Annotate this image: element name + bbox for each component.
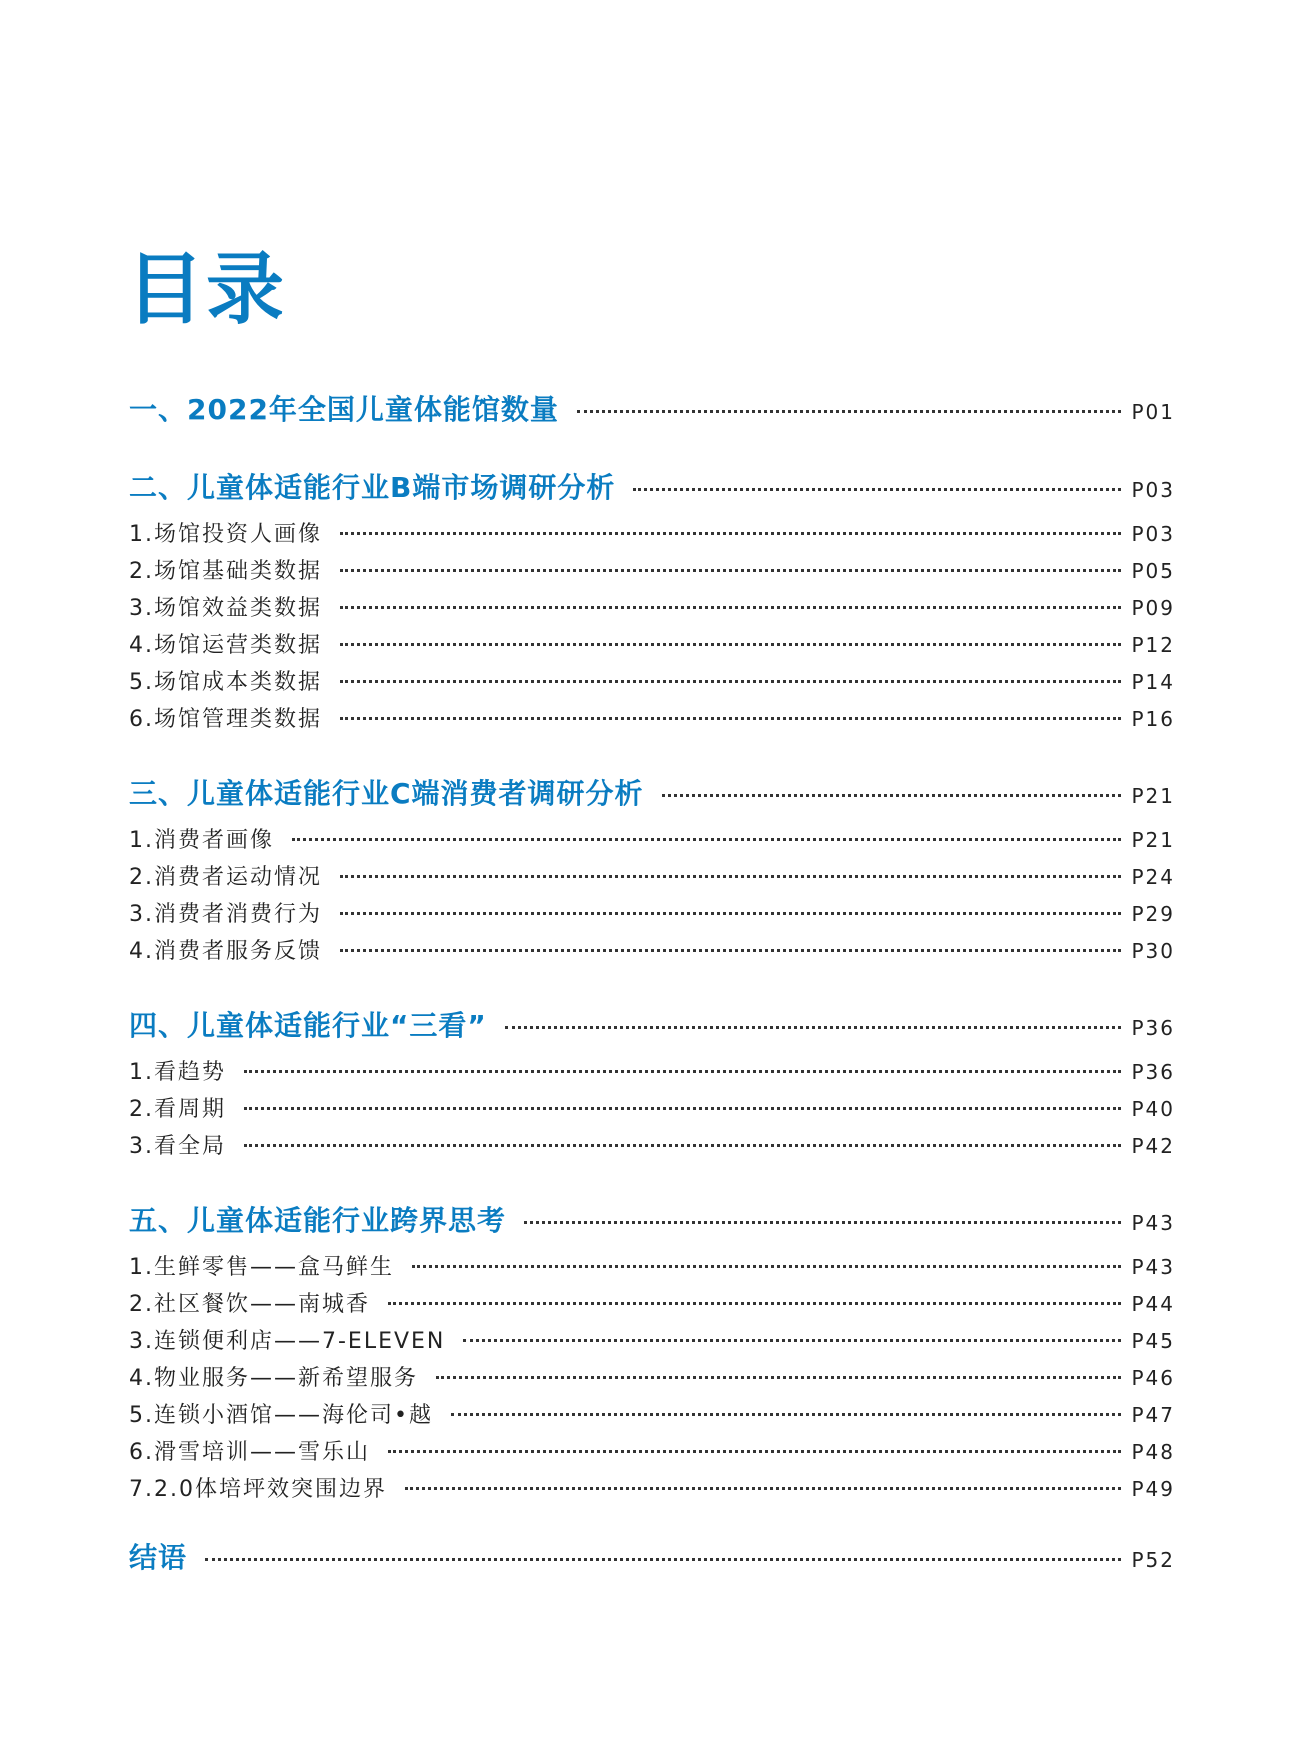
- toc-page-number: P36: [1131, 1016, 1175, 1040]
- dot-leader: [405, 1487, 1122, 1490]
- dot-leader: [505, 1026, 1122, 1029]
- dot-leader: [412, 1265, 1121, 1268]
- dot-leader: [577, 410, 1122, 413]
- toc-item[interactable]: [129, 590, 1175, 627]
- toc-item[interactable]: [129, 1128, 1175, 1165]
- toc-page-number: P16: [1131, 707, 1175, 731]
- dot-leader: [388, 1450, 1121, 1453]
- toc-item-label: 4.消费者服务反馈: [129, 939, 322, 964]
- page-title: 目录: [126, 245, 287, 335]
- dot-leader: [662, 794, 1122, 797]
- toc-page-number: P47: [1131, 1403, 1175, 1427]
- toc-item-label: 2.社区餐饮——南城香: [129, 1292, 370, 1317]
- toc-page-number: P24: [1131, 865, 1175, 889]
- toc-item[interactable]: [129, 1323, 1175, 1360]
- dot-leader: [388, 1302, 1121, 1305]
- dot-leader: [524, 1221, 1121, 1224]
- toc-item-label: 2.消费者运动情况: [129, 865, 322, 890]
- toc-item-label: 1.生鲜零售——盒马鲜生: [129, 1255, 394, 1280]
- toc-item[interactable]: [129, 1286, 1175, 1323]
- toc-page-number: P43: [1131, 1211, 1175, 1235]
- dot-leader: [633, 488, 1121, 491]
- toc-page-number: P03: [1131, 522, 1175, 546]
- dot-leader: [244, 1107, 1121, 1110]
- toc-page-number: P44: [1131, 1292, 1175, 1316]
- toc-section-heading: 四、儿童体适能行业“三看”: [129, 1009, 487, 1042]
- toc-section-heading: 一、2022年全国儿童体能馆数量: [129, 393, 559, 426]
- dot-leader: [340, 949, 1121, 952]
- toc-item-label: 6.场馆管理类数据: [129, 707, 322, 732]
- dot-leader: [340, 875, 1121, 878]
- toc-page-number: P42: [1131, 1134, 1175, 1158]
- toc-item[interactable]: [129, 627, 1175, 664]
- toc-page-number: P21: [1131, 784, 1175, 808]
- toc-item[interactable]: [129, 896, 1175, 933]
- dot-leader: [436, 1376, 1121, 1379]
- toc-item[interactable]: [129, 859, 1175, 896]
- toc-item-label: 5.场馆成本类数据: [129, 670, 322, 695]
- dot-leader: [463, 1339, 1121, 1342]
- toc-item-label: 2.场馆基础类数据: [129, 559, 322, 584]
- toc-page-number: P05: [1131, 559, 1175, 583]
- toc-page-number: P45: [1131, 1329, 1175, 1353]
- toc-page-number: P12: [1131, 633, 1175, 657]
- toc-item[interactable]: [129, 1249, 1175, 1286]
- toc-section-heading: 结语: [129, 1541, 188, 1574]
- toc-item[interactable]: [129, 701, 1175, 738]
- toc-section-4[interactable]: [129, 1006, 1175, 1048]
- toc-closing[interactable]: [129, 1538, 1175, 1580]
- toc-item[interactable]: [129, 516, 1175, 553]
- toc-item[interactable]: [129, 933, 1175, 970]
- toc-page-number: P29: [1131, 902, 1175, 926]
- toc-page-number: P21: [1131, 828, 1175, 852]
- dot-leader: [340, 606, 1121, 609]
- toc-page-number: P09: [1131, 596, 1175, 620]
- dot-leader: [292, 838, 1121, 841]
- toc-page-number: P30: [1131, 939, 1175, 963]
- dot-leader: [205, 1558, 1121, 1561]
- toc-item-label: 3.场馆效益类数据: [129, 596, 322, 621]
- toc-item-label: 4.物业服务——新希望服务: [129, 1366, 418, 1391]
- toc-item-label: 2.看周期: [129, 1097, 226, 1122]
- toc-item-label: 4.场馆运营类数据: [129, 633, 322, 658]
- dot-leader: [340, 569, 1121, 572]
- toc-page-number: P40: [1131, 1097, 1175, 1121]
- toc-item[interactable]: [129, 822, 1175, 859]
- toc-item-label: 3.消费者消费行为: [129, 902, 322, 927]
- dot-leader: [340, 717, 1121, 720]
- toc-item[interactable]: [129, 1471, 1175, 1508]
- toc-page-number: P43: [1131, 1255, 1175, 1279]
- dot-leader: [340, 912, 1121, 915]
- toc-page-number: P46: [1131, 1366, 1175, 1390]
- toc-section-1[interactable]: [129, 390, 1175, 432]
- toc-page-number: P52: [1131, 1548, 1175, 1572]
- toc-item[interactable]: [129, 664, 1175, 701]
- toc-section-5[interactable]: [129, 1201, 1175, 1243]
- dot-leader: [244, 1070, 1121, 1073]
- toc-item[interactable]: [129, 1360, 1175, 1397]
- toc-item-label: 5.连锁小酒馆——海伦司•越: [129, 1403, 433, 1428]
- dot-leader: [451, 1413, 1122, 1416]
- dot-leader: [340, 643, 1121, 646]
- toc-item[interactable]: [129, 1397, 1175, 1434]
- toc-item-label: 3.连锁便利店——7-ELEVEN: [129, 1329, 446, 1354]
- toc-page-number: P49: [1131, 1477, 1175, 1501]
- dot-leader: [340, 532, 1121, 535]
- toc-page-number: P01: [1131, 400, 1175, 424]
- toc-section-3[interactable]: [129, 774, 1175, 816]
- toc-item[interactable]: [129, 1091, 1175, 1128]
- toc-section-heading: 三、儿童体适能行业C端消费者调研分析: [129, 777, 644, 810]
- toc-item-label: 6.滑雪培训——雪乐山: [129, 1440, 370, 1465]
- toc-item-label: 1.消费者画像: [129, 828, 274, 853]
- toc-page-number: P36: [1131, 1060, 1175, 1084]
- toc-item-label: 3.看全局: [129, 1134, 226, 1159]
- dot-leader: [340, 680, 1121, 683]
- toc-section-heading: 二、儿童体适能行业B端市场调研分析: [129, 471, 616, 504]
- toc-section-2[interactable]: [129, 468, 1175, 510]
- toc-item-label: 1.场馆投资人画像: [129, 522, 322, 547]
- toc-item[interactable]: [129, 1434, 1175, 1471]
- table-of-contents: [129, 390, 1175, 1580]
- toc-page-number: P48: [1131, 1440, 1175, 1464]
- toc-item-label: 7.2.0体培坪效突围边界: [129, 1477, 387, 1502]
- toc-item-label: 1.看趋势: [129, 1060, 226, 1085]
- toc-item[interactable]: [129, 1054, 1175, 1091]
- toc-page-number: P03: [1131, 478, 1175, 502]
- dot-leader: [244, 1144, 1121, 1147]
- toc-item[interactable]: [129, 553, 1175, 590]
- toc-section-heading: 五、儿童体适能行业跨界思考: [129, 1204, 507, 1237]
- toc-page-number: P14: [1131, 670, 1175, 694]
